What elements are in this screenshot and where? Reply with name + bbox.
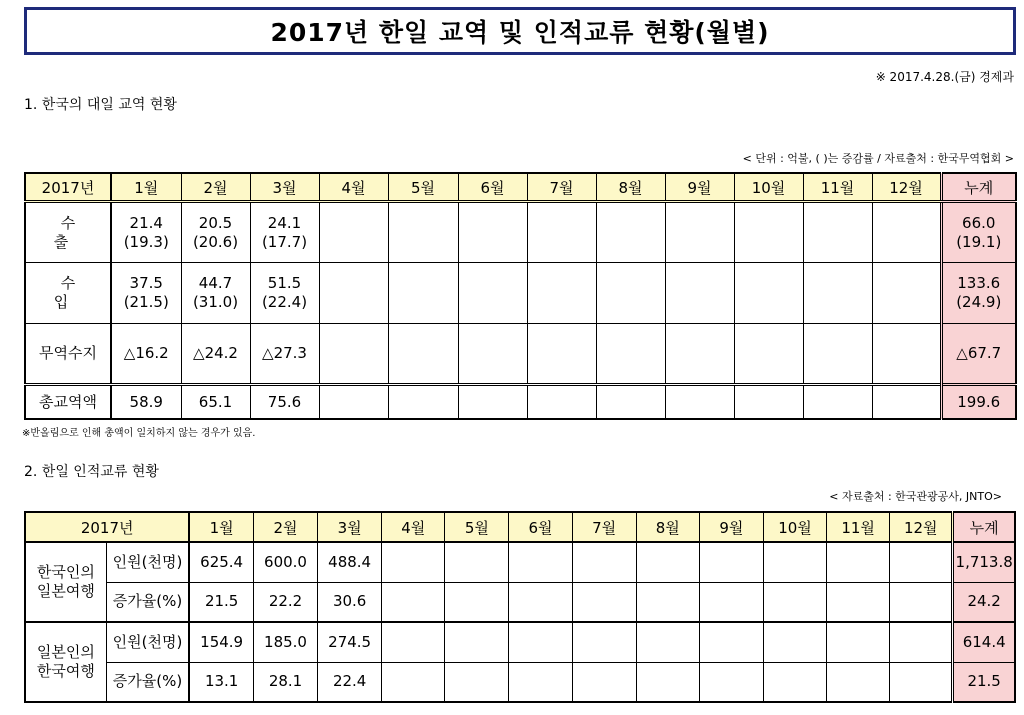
empty-cell (803, 324, 872, 385)
empty-cell (319, 202, 388, 263)
table-row (25, 582, 1015, 622)
table-cell: 24.1 (17.7) (250, 202, 319, 263)
trade-header-row (25, 173, 1016, 202)
table-cell: △27.3 (250, 324, 319, 385)
group-label-korean-to-japan: 한국인의 일본여행 (25, 542, 106, 622)
empty-cell (827, 542, 890, 582)
empty-cell (763, 582, 826, 622)
empty-cell (572, 542, 636, 582)
total-cell: 614.4 (953, 622, 1015, 662)
section1-heading: 1. 한국의 대일 교역 현황 (24, 97, 177, 113)
exchange-header-month: 5월 (445, 512, 509, 542)
empty-cell (699, 622, 763, 662)
table-row (25, 542, 1015, 582)
table-cell: 75.6 (250, 385, 319, 420)
empty-cell (458, 324, 527, 385)
empty-cell (382, 582, 445, 622)
empty-cell (319, 263, 388, 324)
exchange-header-month: 7월 (572, 512, 636, 542)
exchange-header-month: 1월 (189, 512, 253, 542)
trade-header-month: 1월 (111, 173, 181, 202)
empty-cell (445, 542, 509, 582)
empty-cell (388, 263, 458, 324)
trade-row-total (25, 385, 1016, 420)
empty-cell (572, 582, 636, 622)
trade-header-month: 10월 (734, 173, 803, 202)
table-row (25, 662, 1015, 702)
empty-cell (734, 324, 803, 385)
empty-cell (734, 385, 803, 420)
exchange-header-month: 2월 (253, 512, 317, 542)
sub-label: 인원(천명) (106, 622, 189, 662)
empty-cell (803, 263, 872, 324)
empty-cell (596, 263, 665, 324)
table-cell: 13.1 (189, 662, 253, 702)
empty-cell (388, 202, 458, 263)
empty-cell (596, 324, 665, 385)
trade-header-month: 3월 (250, 173, 319, 202)
table-cell: 22.2 (253, 582, 317, 622)
row-label: 무역수지 (25, 324, 111, 385)
exchange-header-month: 6월 (509, 512, 572, 542)
total-cell: 66.0 (19.1) (941, 202, 1016, 263)
empty-cell (665, 385, 734, 420)
empty-cell (890, 622, 953, 662)
empty-cell (763, 622, 826, 662)
empty-cell (803, 385, 872, 420)
trade-table (24, 172, 1017, 420)
empty-cell (636, 542, 699, 582)
empty-cell (388, 385, 458, 420)
empty-cell (509, 582, 572, 622)
empty-cell (527, 385, 596, 420)
exchange-header-month: 3월 (318, 512, 382, 542)
empty-cell (827, 662, 890, 702)
empty-cell (890, 542, 953, 582)
table-cell: 20.5 (20.6) (181, 202, 250, 263)
table-cell: 488.4 (318, 542, 382, 582)
table-cell: 44.7 (31.0) (181, 263, 250, 324)
trade-row-import (25, 263, 1016, 324)
exchange-table (24, 511, 1016, 703)
empty-cell (665, 324, 734, 385)
empty-cell (665, 263, 734, 324)
empty-cell (596, 385, 665, 420)
row-label: 수 출 (25, 202, 111, 263)
empty-cell (699, 582, 763, 622)
page-title: 2017년 한일 교역 및 인적교류 현황(월별) (24, 7, 1016, 55)
empty-cell (763, 542, 826, 582)
empty-cell (509, 662, 572, 702)
exchange-header-month: 10월 (763, 512, 826, 542)
exchange-header-total: 누계 (953, 512, 1015, 542)
empty-cell (458, 202, 527, 263)
empty-cell (458, 263, 527, 324)
table-cell: 22.4 (318, 662, 382, 702)
empty-cell (890, 582, 953, 622)
table-cell: 21.5 (189, 582, 253, 622)
empty-cell (734, 263, 803, 324)
empty-cell (572, 622, 636, 662)
empty-cell (636, 622, 699, 662)
empty-cell (763, 662, 826, 702)
date-line: ※ 2017.4.28.(금) 경제과 (875, 70, 1014, 84)
empty-cell (382, 542, 445, 582)
empty-cell (699, 662, 763, 702)
empty-cell (827, 622, 890, 662)
trade-header-year: 2017년 (25, 173, 111, 202)
trade-header-total: 누계 (941, 173, 1016, 202)
empty-cell (527, 263, 596, 324)
trade-header-month: 8월 (596, 173, 665, 202)
empty-cell (445, 582, 509, 622)
exchange-header-row (25, 512, 1015, 542)
section1-source-note: < 단위 : 억불, ( )는 증감률 / 자료출처 : 한국무역협회 > (742, 152, 1014, 165)
sub-label: 인원(천명) (106, 542, 189, 582)
total-cell: 24.2 (953, 582, 1015, 622)
empty-cell (527, 202, 596, 263)
empty-cell (872, 263, 941, 324)
table-cell: 58.9 (111, 385, 181, 420)
section2-heading: 2. 한일 인적교류 현황 (24, 464, 159, 480)
total-cell: 199.6 (941, 385, 1016, 420)
empty-cell (458, 385, 527, 420)
trade-header-month: 6월 (458, 173, 527, 202)
empty-cell (890, 662, 953, 702)
empty-cell (827, 582, 890, 622)
exchange-header-month: 12월 (890, 512, 953, 542)
empty-cell (665, 202, 734, 263)
trade-header-month: 9월 (665, 173, 734, 202)
row-label: 총교역액 (25, 385, 111, 420)
total-cell: 133.6 (24.9) (941, 263, 1016, 324)
empty-cell (319, 324, 388, 385)
section2-source-note: < 자료출처 : 한국관광공사, JNTO> (829, 490, 1002, 503)
total-cell: 21.5 (953, 662, 1015, 702)
table-cell: 65.1 (181, 385, 250, 420)
table-cell: 30.6 (318, 582, 382, 622)
sub-label: 증가율(%) (106, 582, 189, 622)
empty-cell (445, 662, 509, 702)
trade-header-month: 5월 (388, 173, 458, 202)
trade-header-month: 12월 (872, 173, 941, 202)
table-cell: △24.2 (181, 324, 250, 385)
total-cell: 1,713.8 (953, 542, 1015, 582)
trade-header-month: 7월 (527, 173, 596, 202)
table-cell: 28.1 (253, 662, 317, 702)
trade-row-balance (25, 324, 1016, 385)
empty-cell (872, 324, 941, 385)
empty-cell (636, 582, 699, 622)
table-cell: 185.0 (253, 622, 317, 662)
table-cell: 37.5 (21.5) (111, 263, 181, 324)
empty-cell (382, 662, 445, 702)
rounding-footnote: ※반올림으로 인해 총액이 일치하지 않는 경우가 있음. (22, 428, 256, 439)
empty-cell (596, 202, 665, 263)
table-cell: 154.9 (189, 622, 253, 662)
table-cell: 21.4 (19.3) (111, 202, 181, 263)
empty-cell (636, 662, 699, 702)
exchange-header-month: 9월 (699, 512, 763, 542)
trade-header-month: 2월 (181, 173, 250, 202)
sub-label: 증가율(%) (106, 662, 189, 702)
table-cell: 274.5 (318, 622, 382, 662)
empty-cell (509, 542, 572, 582)
exchange-header-month: 4월 (382, 512, 445, 542)
empty-cell (572, 662, 636, 702)
trade-header-month: 4월 (319, 173, 388, 202)
group-label-japanese-to-korea: 일본인의 한국여행 (25, 622, 106, 702)
trade-row-export (25, 202, 1016, 263)
empty-cell (803, 202, 872, 263)
table-cell: 51.5 (22.4) (250, 263, 319, 324)
table-cell: 600.0 (253, 542, 317, 582)
empty-cell (445, 622, 509, 662)
empty-cell (734, 202, 803, 263)
table-cell: △16.2 (111, 324, 181, 385)
empty-cell (388, 324, 458, 385)
empty-cell (382, 622, 445, 662)
row-label: 수 입 (25, 263, 111, 324)
table-row (25, 622, 1015, 662)
empty-cell (509, 622, 572, 662)
exchange-header-month: 8월 (636, 512, 699, 542)
exchange-header-month: 11월 (827, 512, 890, 542)
exchange-header-year: 2017년 (25, 512, 189, 542)
empty-cell (699, 542, 763, 582)
empty-cell (319, 385, 388, 420)
empty-cell (872, 385, 941, 420)
trade-header-month: 11월 (803, 173, 872, 202)
table-cell: 625.4 (189, 542, 253, 582)
empty-cell (872, 202, 941, 263)
empty-cell (527, 324, 596, 385)
total-cell: △67.7 (941, 324, 1016, 385)
